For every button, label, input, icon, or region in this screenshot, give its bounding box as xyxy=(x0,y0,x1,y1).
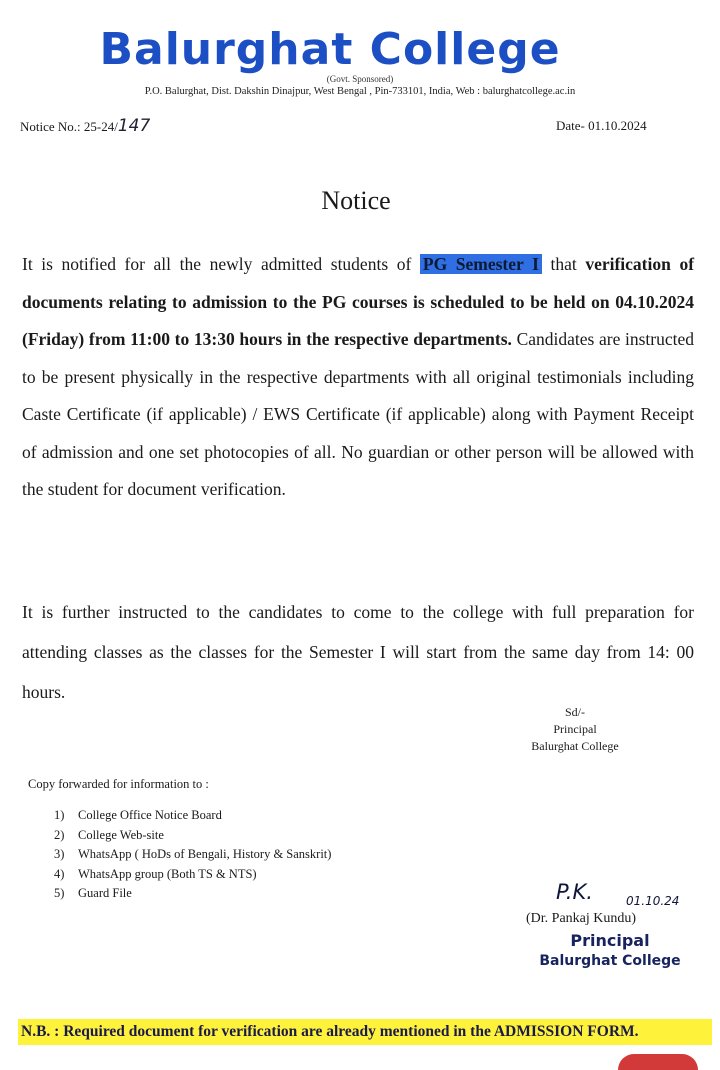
list-item xyxy=(54,806,331,826)
list-item-index: 5) xyxy=(54,886,65,900)
signatory-org-stamp: Balurghat College xyxy=(539,953,681,969)
para1-that: that xyxy=(550,254,577,274)
list-item-index: 2) xyxy=(54,827,65,842)
list-item xyxy=(54,845,331,865)
para1-schedule: verification of documents relating to admission to the PG courses is scheduled to be held on 04.10.2024 (Friday) from 11:00 to 13:30 hours in the respective departments. xyxy=(22,254,695,349)
signature-date: 01.10.24 xyxy=(626,894,680,908)
copy-forwarded-list xyxy=(54,806,331,904)
notice-number-label: Notice No.: 25-24/ xyxy=(20,119,118,134)
sd-org: Balurghat College xyxy=(531,739,619,753)
list-item-index: 1) xyxy=(54,808,65,822)
list-item-index: 3) xyxy=(54,847,65,861)
list-item xyxy=(54,826,331,846)
sd-mark: Sd/- xyxy=(564,705,585,719)
list-item-text: College Office Notice Board xyxy=(78,808,222,822)
notice-paragraph-1 xyxy=(22,246,694,509)
list-item xyxy=(54,884,331,904)
handwritten-signature: P.K. xyxy=(556,880,593,904)
list-item-index: 4) xyxy=(54,866,65,881)
college-name: Balurghat College xyxy=(99,24,561,75)
signatory-name: (Dr. Pankaj Kundu) xyxy=(526,911,637,926)
signatory-title-stamp: Principal xyxy=(570,931,650,950)
highlighted-program: PG Semester I xyxy=(420,254,542,274)
list-item-text: College Web-site xyxy=(78,827,164,842)
para1-instructions: Candidates are instructed to be present physically in the respective departments with all original testimonials including Caste Certificate (if applicable) / EWS Certificate (if applicable) along with Payment Receipt of admission and one set photocopies of all. No guardian or other person will be allowed with the student for document verification. xyxy=(22,329,695,499)
notice-number-value: 147 xyxy=(117,116,151,136)
corner-mark xyxy=(618,1054,698,1070)
copy-forwarded-heading: Copy forwarded for information to : xyxy=(28,777,209,791)
notice-title: Notice xyxy=(321,186,391,215)
nb-note xyxy=(18,1019,712,1045)
govt-sponsored-text: (Govt. Sponsored) xyxy=(326,74,394,84)
sd-designation: Principal xyxy=(553,722,597,736)
para1-intro: It is notified for all the newly admitted students of xyxy=(22,254,412,274)
list-item-text: WhatsApp ( HoDs of Bengali, History & Sanskrit) xyxy=(78,847,332,861)
list-item-text: Guard File xyxy=(78,886,132,900)
list-item-text: WhatsApp group (Both TS & NTS) xyxy=(78,866,257,881)
college-address: P.O. Balurghat, Dist. Dakshin Dinajpur, West Bengal , Pin-733101, India, Web : balurghatcollege.ac.in xyxy=(144,86,576,97)
notice-number xyxy=(20,116,150,136)
notice-paragraph-2: It is further instructed to the candidates to come to the college with full preparation for attending classes as the classes for the Semester I will start from the same day from 14: 00 hours. xyxy=(22,602,694,702)
nb-note-text: N.B. : Required document for verification are already mentioned in the ADMISSION FORM. xyxy=(21,1023,639,1040)
notice-date: Date- 01.10.2024 xyxy=(556,118,647,133)
list-item xyxy=(54,865,331,885)
sd-block xyxy=(510,704,640,755)
